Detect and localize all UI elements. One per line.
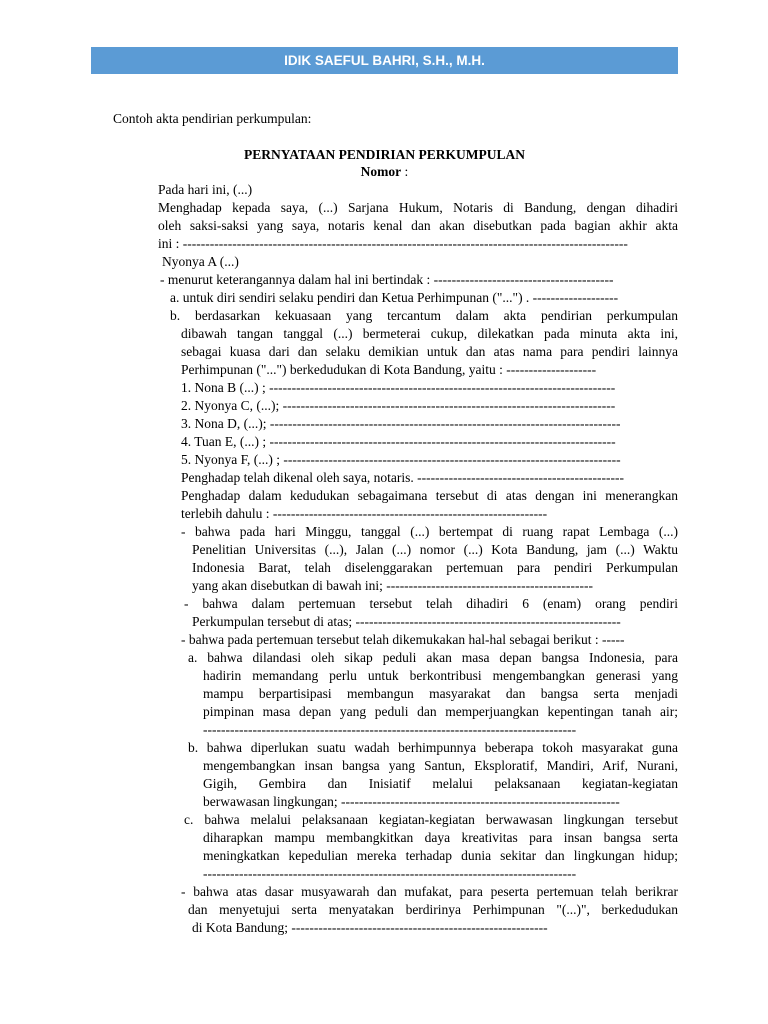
nomor-line	[91, 163, 678, 181]
text-line: dan menyetujui serta menyatakan berdirinya Perhimpunan "(...)", berkedudukan	[188, 902, 678, 917]
text-line: - bahwa atas dasar musyawarah dan mufakat, para peserta pertemuan telah berikrar	[181, 884, 678, 899]
text-line: Nyonya A (...)	[162, 254, 239, 269]
text-line: 5. Nyonya F, (...) ; ---------------------------------------------------------------------------	[181, 452, 621, 467]
page-header: IDIK SAEFUL BAHRI, S.H., M.H.	[91, 47, 678, 74]
text-line: Gigih, Gembira dan Inisiatif melalui pelaksanaan kegiatan-kegiatan	[203, 776, 678, 791]
text-line: Menghadap kepada saya, (...) Sarjana Hukum, Notaris di Bandung, dengan dihadiri	[158, 200, 678, 215]
text-line: - menurut keterangannya dalam hal ini bertindak : ----------------------------------------	[160, 272, 614, 287]
text-line: 2. Nyonya C, (...); --------------------------------------------------------------------------	[181, 398, 616, 413]
text-line: - bahwa pada pertemuan tersebut telah dikemukakan hal-hal sebagai berikut : -----	[181, 632, 625, 647]
text-line: Penelitian Universitas (...), Jalan (...) nomor (...) Kota Bandung, jam (...) Waktu	[192, 542, 678, 557]
text-line: oleh saksi-saksi yang saya, notaris kenal dan akan disebutkan pada bagian akhir akta	[158, 218, 678, 233]
text-line: b. berdasarkan kekuasaan yang tercantum dalam akta pendirian perkumpulan	[170, 308, 678, 323]
text-line: 3. Nona D, (...); ------------------------------------------------------------------------------	[181, 416, 621, 431]
text-line: Perkumpulan tersebut di atas; -----------------------------------------------------------	[192, 614, 621, 629]
text-line: - bahwa dalam pertemuan tersebut telah dihadiri 6 (enam) orang pendiri	[184, 596, 678, 611]
text-line: mampu berpartisipasi membangun masyarakat dan bangsa serta menjadi	[203, 686, 678, 701]
text-line: Indonesia Barat, telah diselenggarakan pertemuan para pendiri Perkumpulan	[192, 560, 678, 575]
text-line: Pada hari ini, (...)	[158, 182, 253, 197]
text-line: diharapkan mampu membangkitkan daya kreativitas para insan bangsa serta	[203, 830, 678, 845]
text-line: a. bahwa dilandasi oleh sikap peduli akan masa depan bangsa Indonesia, para	[188, 650, 678, 665]
document-title: PERNYATAAN PENDIRIAN PERKUMPULAN	[243, 147, 525, 162]
text-line: sebagai kuasa dari dan selaku demikian untuk dan atas nama para pendiri lainnya	[181, 344, 678, 359]
intro-line: Contoh akta pendirian perkumpulan:	[113, 111, 312, 126]
nomor-label: Nomor	[360, 164, 402, 179]
text-line: b. bahwa diperlukan suatu wadah berhimpunnya beberapa tokoh masyarakat guna	[188, 740, 678, 755]
text-line: di Kota Bandung; ---------------------------------------------------------	[192, 920, 548, 935]
text-line: 4. Tuan E, (...) ; -----------------------------------------------------------------------------	[181, 434, 616, 449]
text-line: yang akan disebutkan di bawah ini; ----------------------------------------------	[192, 578, 593, 593]
nomor-suffix: :	[401, 164, 409, 179]
text-line: 1. Nona B (...) ; -----------------------------------------------------------------------------	[181, 380, 616, 395]
text-line: meningkatkan kepedulian mereka terhadap dunia sekitar dan lingkungan hidup;	[203, 848, 678, 863]
text-line: dibawah tangan tanggal (...) bermeterai cukup, dilekatkan pada minuta akta ini,	[181, 326, 678, 341]
text-line: c. bahwa melalui pelaksanaan kegiatan-kegiatan berwawasan lingkungan tersebut	[184, 812, 678, 827]
text-line: ini : ---------------------------------------------------------------------------------------------------	[158, 236, 628, 251]
text-line: a. untuk diri sendiri selaku pendiri dan Ketua Perhimpunan ("...") . -------------------	[170, 290, 619, 305]
text-line: -----------------------------------------------------------------------------------	[203, 722, 577, 737]
text-line: mengembangkan insan bangsa yang Santun, Eksploratif, Mandiri, Arif, Nurani,	[203, 758, 678, 773]
text-line: Perhimpunan ("...") berkedudukan di Kota Bandung, yaitu : --------------------	[181, 362, 597, 377]
text-line: hadirin memandang perlu untuk berkontribusi mengembangkan generasi yang	[203, 668, 678, 683]
text-line: pimpinan masa depan yang peduli dan memperjuangkan kepentingan tanah air;	[203, 704, 678, 719]
text-line: berwawasan lingkungan; --------------------------------------------------------------	[203, 794, 620, 809]
text-line: Penghadap telah dikenal oleh saya, notaris. ----------------------------------------------	[181, 470, 624, 485]
text-line: terlebih dahulu : -------------------------------------------------------------	[181, 506, 548, 521]
text-line: Penghadap dalam kedudukan sebagaimana tersebut di atas dengan ini menerangkan	[181, 488, 678, 503]
text-line: -----------------------------------------------------------------------------------	[203, 866, 577, 881]
text-line: - bahwa pada hari Minggu, tanggal (...) bertempat di ruang rapat Lembaga (...)	[181, 524, 678, 539]
